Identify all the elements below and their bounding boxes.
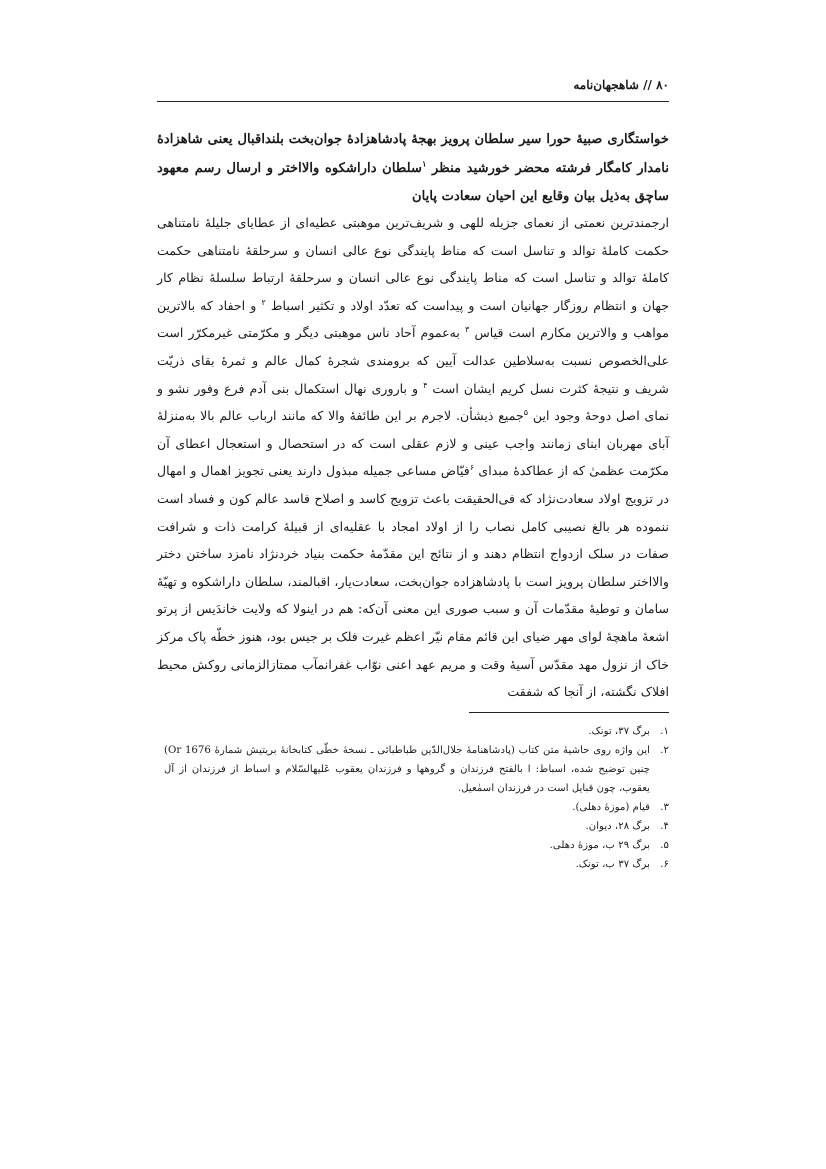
footnotes-list <box>164 722 669 874</box>
section-title <box>157 126 669 212</box>
footnote-text: این واژه روی حاشیهٔ متن کتاب (پادشاهنامهٔ جلال‌الدّین طباطبائی ـ نسخهٔ خطّی کتابخانهٔ بریتیش شمارهٔ Or 1676) چنین توضیح شده، اسباط: ا بالفتح فرزندان و گروهها و فرزندان یعقوب عَلیهالسّلام و اسباط از فرزندان از آل یعقوب، چون قبایل است در فرزندان اسمٰعیل. <box>164 745 651 794</box>
body-text-part-5: جمیع ذیشأن. لاجرم بر این طائفهٔ والا که مانند ارباب عالم بالا به‌منزلهٔ آبای مهربان ابنای زمانند واجب عینی و لازم عقلی است که در استحصال و استعجال اعطای آن مکرّمت عظمیٰ که از عطاکدهٔ مبدای <box>157 408 669 479</box>
footnote-ref-3[interactable]: ۳ <box>465 325 470 335</box>
body-text-part-6: فیّاض مساعی جمیله مبذول دارند یعنی تجویز اهمال و امهال در تزویج اولاد سعادت‌نژاد که فی‌الحقیقت باعث تزویج کاسد و اصلاح فاسد عالم کون و فساد است ننموده هر بالغ نصیبی کامل نصاب را از اولاد امجاد با عقلیه‌ای از قبیلهٔ کرامت ذات و شرافت صفات در سلک ازدواج انتظام دهند و از نتائج این مقدّمهٔ حکمت بنیاد خردنژاد نامزد ساختن دختر والااختر سلطان پرویز است با پادشاهزاده جوان‌بخت، سعادت‌یار، اقبالمند، سلطان داراشکوه و تهیّهٔ سامان و توطیهٔ مقدّمات آن و سبب صوری این معنی آن‌که: هم در اینولا که ولایت خاندَیس از پرتو اشعهٔ ماهچهٔ لوای مهر ضیای این قائم مقام نیّر اعظم غیرت فلک بر جیس بود، هنوز خطّه پاک مرکز خاک از نزول مهد مقدّس آسیهٔ وقت و مریم عهد اعنی نوّاب غفرانمآب ممتازالزمانی روکش محیط افلاک نگشته، از آنجا که شفقت <box>157 463 669 700</box>
footnote-ref-4[interactable]: ۴ <box>423 380 428 390</box>
footnote-item <box>164 798 669 817</box>
footnote-item <box>164 817 669 836</box>
footnote-rule <box>469 712 669 713</box>
section-title-part-2: سلطان داراشکوه والااختر و ارسال رسم معهود ساچق به‌ذیل بیان وقایع این احیان سعادت پایان <box>157 160 669 204</box>
section-title-part-1: خواستگاری صبیهٔ حورا سیر سلطان پرویز بهجهٔ پادشاهزادهٔ جوان‌بخت بلنداقبال یعنی شاهزادهٔ نامدار کامگار فرشته محضر خورشید منظر <box>157 132 669 176</box>
footnote-ref-5[interactable]: ۵ <box>523 407 529 417</box>
footnote-text: برگ ۲۸، دیوان. <box>585 821 650 832</box>
footnote-number: ۶. <box>660 859 669 870</box>
footnote-number: ۴. <box>660 821 669 832</box>
footnote-number: ۱. <box>660 726 669 737</box>
footnote-ref-6[interactable]: ۶ <box>469 463 475 473</box>
footnote-number: ۲. <box>660 745 669 756</box>
footnote-item <box>164 741 669 798</box>
body-text-part-2: و احفاد که بالاترین مواهب و والاترین مکارم است قیاس <box>157 297 669 341</box>
footnote-text: برگ ۳۷، تونک. <box>588 726 650 737</box>
footnote-text: برگ ۲۹ ب، موزهٔ دهلی. <box>549 840 650 851</box>
body-text-part-4: و باروری نهال استکمال بنی آدم فرع وفور نشو و نمای اصل دوحهٔ وجود این <box>157 380 669 424</box>
footnote-item <box>164 722 669 741</box>
footnote-number: ۳. <box>660 802 669 813</box>
body-text-part-3: به‌عموم آحاد ناس موهبتی دیگر و مکرّمتی غیرمکرّر است علی‌الخصوص نسبت به‌سلاطین عدالت آیین که برومندی شجرهٔ کمال عالم و ثمرهٔ بقای ذریّت شریف و نتیجهٔ کثرت نسل کریم ایشان است <box>157 325 669 396</box>
body-text-part-1: ارجمندترین نعمتی از نعمای جزیله للهی و شریف‌ترین موهبتی عطیه‌ای از عطایای جلیلهٔ نامتناهی حکمت کاملهٔ توالد و تناسل است که مناط پایندگی نوع عالی انسان و سرحلقهٔ نامتناهی حکمت کاملهٔ توالد و تناسل است که مناط پایندگی نوع عالی انسان و سرحلقهٔ ارتباط سلسلهٔ نظام کار جهان و انتظام روزگار جهانیان است و پیداست که تعدّد اولاد و تکثیر اسباط <box>157 215 670 313</box>
header-rule <box>157 101 669 102</box>
footnote-item <box>164 836 669 855</box>
running-header: ۸۰ // شاهجهان‌نامه <box>573 78 669 92</box>
footnote-item <box>164 855 669 874</box>
footnote-text: برگ ۳۷ ب، تونک. <box>575 859 650 870</box>
footnote-number: ۵. <box>660 840 669 851</box>
body-paragraph <box>157 209 669 706</box>
footnote-ref-2[interactable]: ۲ <box>261 297 266 307</box>
footnote-text: قیام (موزهٔ دهلی). <box>572 802 650 813</box>
footnote-ref-1[interactable]: ۱ <box>422 158 427 169</box>
